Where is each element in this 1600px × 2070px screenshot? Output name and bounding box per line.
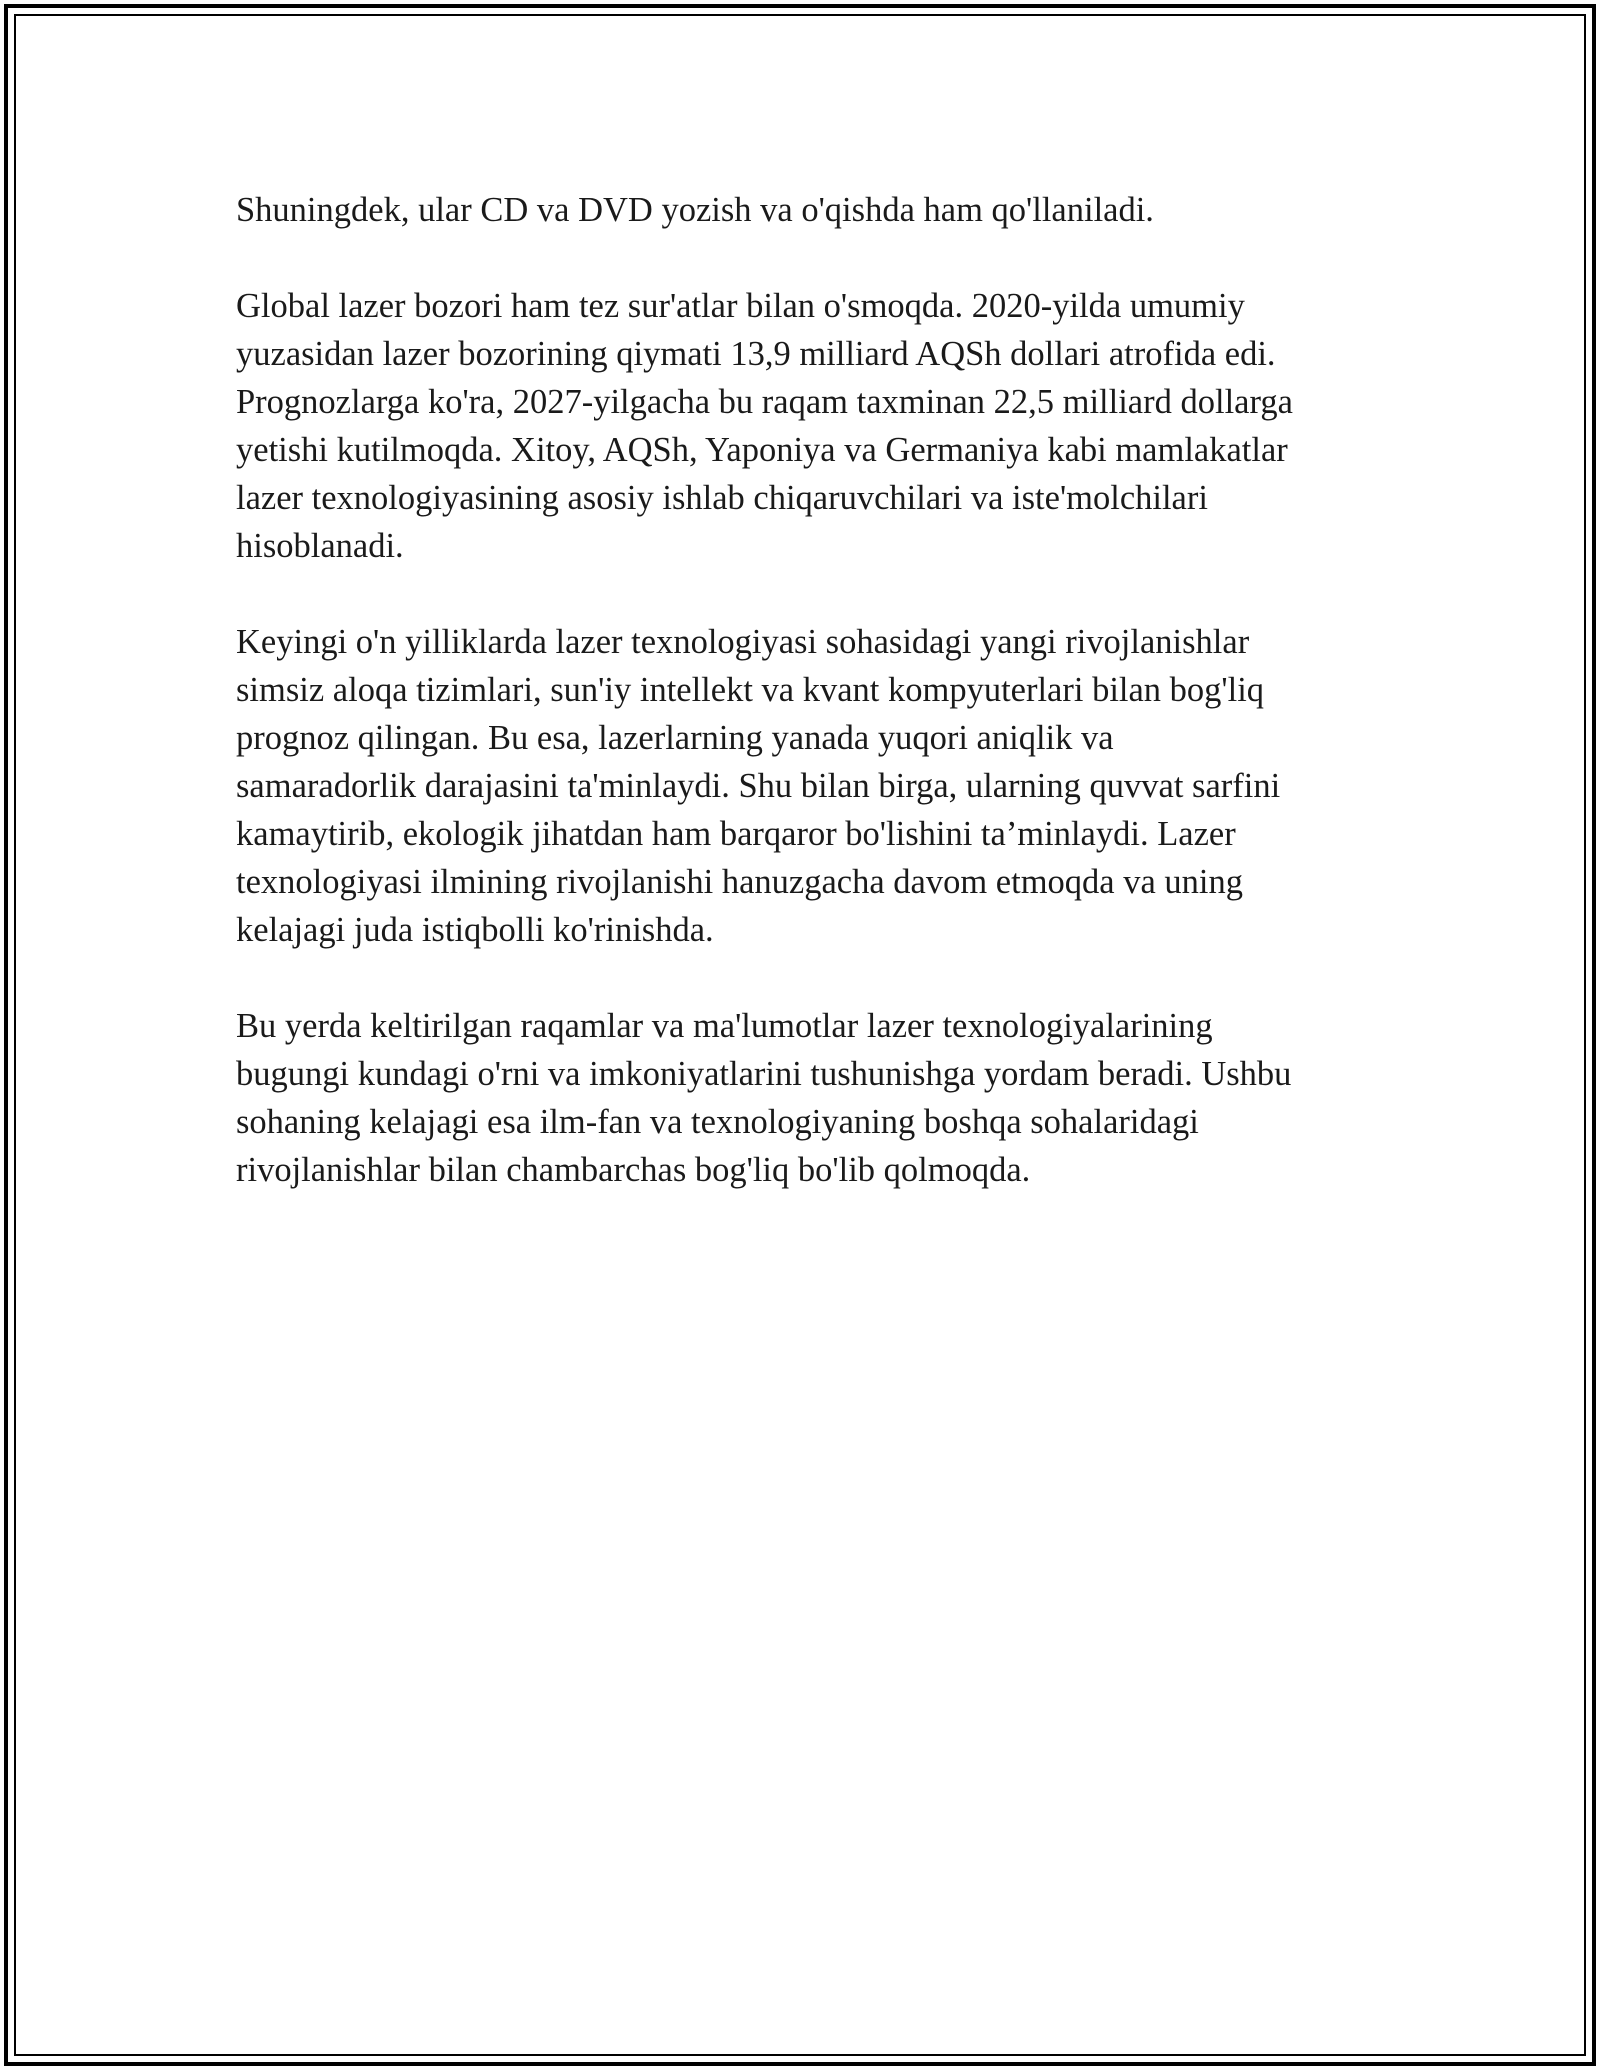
- text-line: Shuningdek, ular CD va DVD yozish va o'qishda ham qo'llaniladi.: [236, 191, 1154, 229]
- text-line: samaradorlik darajasini ta'minlaydi. Shu bilan birga, ularning quvvat sarfini: [236, 767, 1281, 805]
- text-line: bugungi kundagi o'rni va imkoniyatlarini tushunishga yordam beradi. Ushbu: [236, 1055, 1292, 1093]
- text-line: sohaning kelajagi esa ilm-fan va texnologiyaning boshqa sohalaridagi: [236, 1103, 1199, 1141]
- text-line: Global lazer bozori ham tez sur'atlar bilan o'smoqda. 2020-yilda umumiy: [236, 287, 1245, 325]
- text-line: lazer texnologiyasining asosiy ishlab chiqaruvchilari va iste'molchilari: [236, 479, 1208, 517]
- text-line: Keyingi o'n yilliklarda lazer texnologiyasi sohasidagi yangi rivojlanishlar: [236, 623, 1250, 661]
- paragraph-3: [236, 618, 1386, 954]
- text-line: kamaytirib, ekologik jihatdan ham barqaror bo'lishini ta’minlaydi. Lazer: [236, 815, 1236, 853]
- text-line: Prognozlarga ko'ra, 2027-yilgacha bu raqam taxminan 22,5 milliard dollarga: [236, 383, 1293, 421]
- text-line: simsiz aloqa tizimlari, sun'iy intellekt va kvant kompyuterlari bilan bog'liq: [236, 671, 1265, 709]
- text-line: hisoblanadi.: [236, 527, 404, 565]
- text-line: yuzasidan lazer bozorining qiymati 13,9 milliard AQSh dollari atrofida edi.: [236, 335, 1276, 373]
- paragraph-4: [236, 1002, 1386, 1194]
- paragraph-1: [236, 186, 1386, 234]
- text-line: texnologiyasi ilmining rivojlanishi hanuzgacha davom etmoqda va uning: [236, 863, 1244, 901]
- text-line: yetishi kutilmoqda. Xitoy, AQSh, Yaponiya va Germaniya kabi mamlakatlar: [236, 431, 1288, 469]
- text-line: Bu yerda keltirilgan raqamlar va ma'lumotlar lazer texnologiyalarining: [236, 1007, 1213, 1045]
- text-line: kelajagi juda istiqbolli ko'rinishda.: [236, 911, 714, 949]
- document-body: [236, 186, 1386, 1194]
- text-line: rivojlanishlar bilan chambarchas bog'liq bo'lib qolmoqda.: [236, 1151, 1031, 1189]
- text-line: prognoz qilingan. Bu esa, lazerlarning yanada yuqori aniqlik va: [236, 719, 1114, 757]
- paragraph-2: [236, 282, 1386, 570]
